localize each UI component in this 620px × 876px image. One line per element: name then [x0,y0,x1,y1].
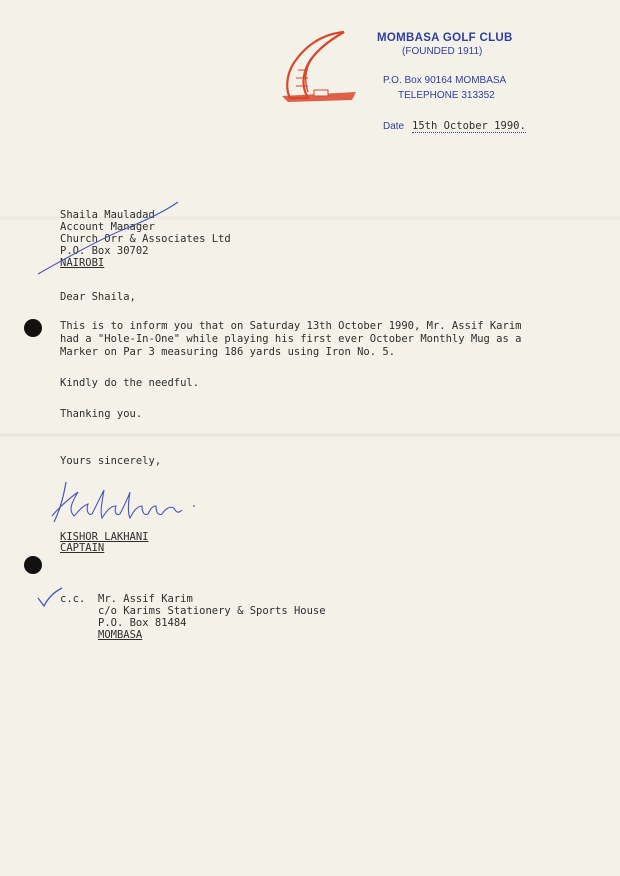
cc-company: c/o Karims Stationery & Sports House [98,605,326,617]
punch-hole-bottom [24,556,42,574]
signatory-name: KISHOR LAKHANI [60,531,149,543]
addressee-name: Shaila Mauladad [60,209,155,221]
body-paragraph-1-line-2: had a "Hole-In-One" while playing his first ever October Monthly Mug as a [60,333,522,345]
cc-label: c.c. [60,593,86,605]
body-paragraph-2: Kindly do the needful. [60,377,200,389]
body-paragraph-3: Thanking you. [60,408,143,420]
club-name: MOMBASA GOLF CLUB [377,32,513,44]
founded-year: (FOUNDED 1911) [402,46,483,57]
closing: Yours sincerely, [60,455,162,467]
cc-name: Mr. Assif Karim [98,593,193,605]
punch-hole-top [24,319,42,337]
signatory-title: CAPTAIN [60,542,105,554]
letter-date: 15th October 1990. [412,120,526,132]
cc-box: P.O. Box 81484 [98,617,187,629]
club-telephone: TELEPHONE 313352 [398,90,495,101]
addressee-city: NAIROBI [60,257,105,269]
club-logo-sailboat [278,26,360,106]
addressee-box: P.O. Box 30702 [60,245,149,257]
body-paragraph-1-line-1: This is to inform you that on Saturday 13th October 1990, Mr. Assif Karim [60,320,522,332]
salutation: Dear Shaila, [60,291,136,303]
cc-city: MOMBASA [98,629,143,641]
body-paragraph-1-line-3: Marker on Par 3 measuring 186 yards using Iron No. 5. [60,346,396,358]
addressee-company: Church Orr & Associates Ltd [60,233,231,245]
handwritten-signature [44,476,214,530]
pen-strike-mark [36,200,186,280]
addressee-title: Account Manager [60,221,155,233]
date-label: Date [383,121,405,132]
club-po-box: P.O. Box 90164 MOMBASA [383,75,507,86]
